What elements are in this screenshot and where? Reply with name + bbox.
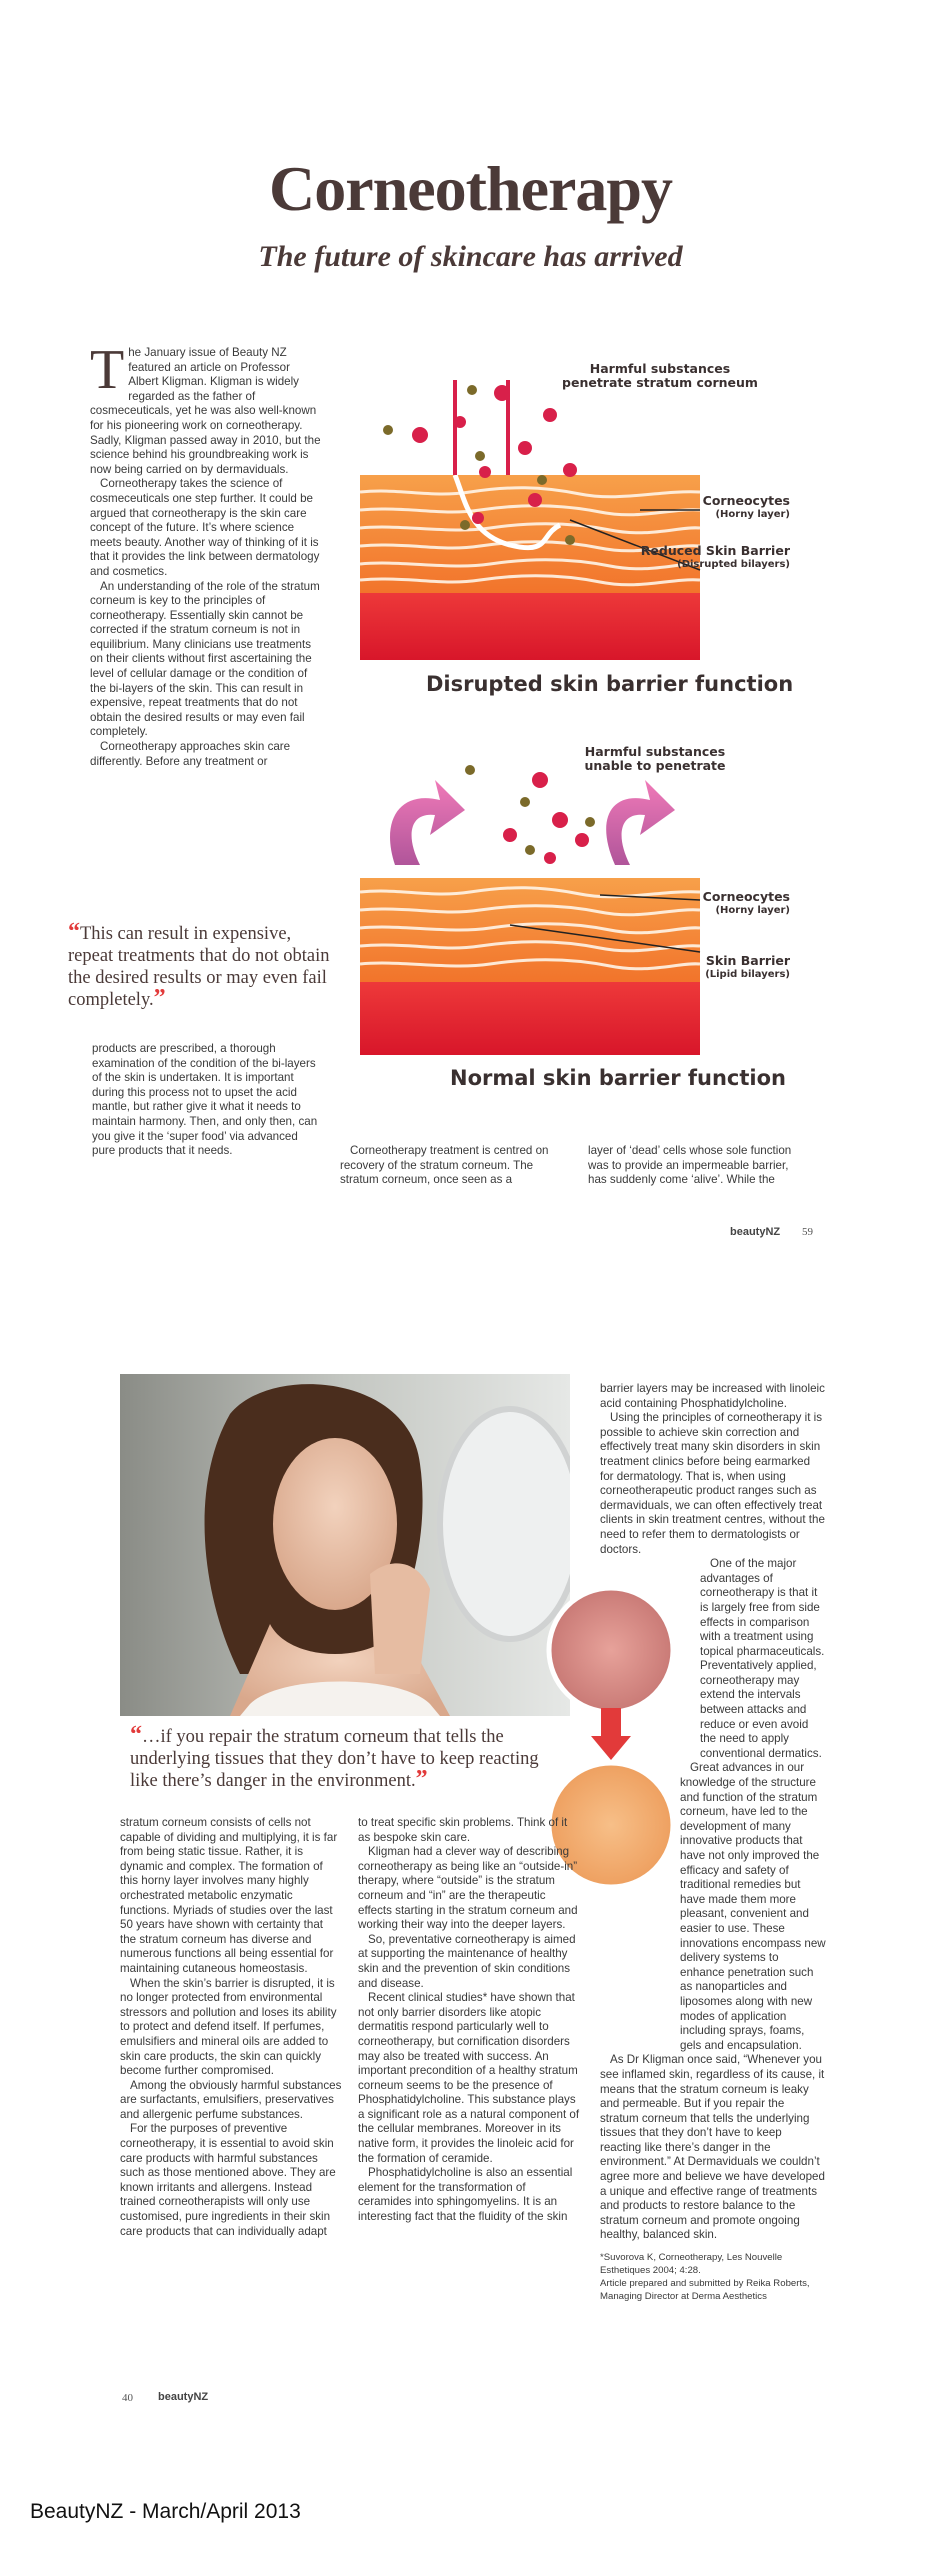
paragraph: he January issue of Beauty NZ featured an article on Professor Albert Kligman. Kligman is widely regarded as the father of cosmeceuticals, yet he was also well-known for his pioneering work on corneotherapy. Sadly, Kligman passed away in 2010, but the science behind his groundbreaking work is now being carried on by dermaviduals. [90, 346, 321, 476]
open-quote-icon: “ [130, 1722, 142, 1748]
article-title: Corneotherapy [269, 153, 672, 224]
paragraph: Corneotherapy approaches skin care differently. Before any treatment or [90, 740, 291, 768]
paragraph: barrier layers may be increased with linoleic acid containing Phosphatidylcholine. [600, 1382, 825, 1410]
paragraph: An understanding of the role of the stratum corneum is key to the principles of corneotherapy. Essentially skin cannot be corrected if the stratum corneum is not in equilibrium. Many clinicians use treatments on their clients without first ascertaining the level of cellular damage or the condition of the bi-layers of the skin. This can result in expensive, repeat treatments that do not obtain the desired results or may even fail completely. [90, 579, 320, 739]
page-number: 40 [122, 2392, 133, 2404]
paragraph: Phosphatidylcholine is also an essential element for the transformation of ceramides into sphingomyelins. It is an interesting fact that the fluidity of the skin [358, 2166, 573, 2224]
body-column-2 [340, 1144, 562, 1188]
corneocytes-label: Corneocytes (Horny layer) [702, 493, 790, 520]
page-number: 59 [802, 1226, 813, 1238]
paragraph: When the skin’s barrier is disrupted, it is no longer protected from environmental stressors and pollution and loses its ability to protect and defend itself. If perfumes, emulsifiers and mineral oils are added to skin care products, the skin can quickly become further compromised. [120, 1976, 337, 2078]
magazine-logo: beautyNZ [730, 1226, 781, 1238]
paragraph: Corneotherapy takes the science of cosmeceuticals one step further. It could be argued that corneotherapy is the skin care concept of the future. It’s where science meets beauty. Another way of thinking of it is that it provides the link between dermatology and cosmetics. [90, 477, 320, 578]
paragraph: Among the obviously harmful substances are surfactants, emulsifiers, preservatives and allergenic perfume substances. [120, 2078, 342, 2121]
pull-quote: “This can result in expensive, repeat treatments that do not obtain the desired results or may even fail completely.” [68, 919, 330, 1011]
body-column-1-continued [92, 1042, 324, 1159]
paragraph: For the purposes of preventive corneotherapy, it is essential to avoid skin care products with harmful substances such as those mentioned above. They are known irritants and allergens. Instead trained corneotherapists will only use customised, pure ingredients in their skin care products that can individually adapt [120, 2122, 336, 2238]
footnote: *Suvorova K, Corneotherapy, Les Nouvelle Esthetiques 2004; 4:28. [600, 2252, 783, 2277]
body-column-3 [588, 1144, 810, 1188]
body-column-3 [600, 1382, 826, 2303]
paragraph: to treat specific skin problems. Think of it as bespoke skin care. [358, 1816, 568, 1844]
diagram-top-label: Harmful substances penetrate stratum corneum [562, 361, 758, 390]
paragraph: Using the principles of corneotherapy it is possible to achieve skin correction and effectively treat many skin disorders in skin treatment clinics before being earmarked for dermatology. That is, when using corneotherapeutic product ranges such as dermaviduals, we can often effectively treat clients in skin treatment centres, without the need to refer them to dermatologists or doctors. [600, 1411, 825, 1556]
article-subtitle: The future of skincare has arrived [258, 240, 683, 273]
paragraph: Kligman had a clever way of describing corneotherapy as being like an “outside-in” therapy, where “outside” is the stratum corneum and “in” are the therapeutic effects starting in the stratum corneum and working their way into the deeper layers. [358, 1845, 578, 1932]
paragraph: One of the major advantages of corneotherapy is that it is largely free from side effects in comparison with a treatment using topical pharmaceuticals. Preventatively applied, corneotherapy may extend the intervals between attacks and reduce or even avoid the need to apply conventional dermatics. [700, 1557, 825, 1760]
woman-mirror-photo [120, 1374, 570, 1716]
article-credit: Article prepared and submitted by Reika Roberts, Managing Director at Derma Aesthetics [600, 2278, 810, 2303]
paragraph: As Dr Kligman once said, “Whenever you see inflamed skin, regardless of its cause, it means that the stratum corneum is leaky and permeable. But if you repair the stratum corneum that tells the underlying tissues that they don’t have to keep reacting like there’s danger in the environment.” At Dermaviduals we couldn’t agree more and believe we have developed a unique and effective range of treatments and products to restore balance to the stratum corneum and promote ongoing healthy, balanced skin. [600, 2053, 825, 2242]
paragraph: Recent clinical studies* have shown that not only barrier disorders like atopic dermatitis respond particularly well to corneotherapy, but cornification disorders may also be treated with success. An important precondition of a healthy stratum corneum seems to be the presence of Phosphatidylcholine. This substance plays a significant role as a natural component of the cellular membranes. Moreover in its native form, it provides the linoleic acid for the formation of ceramide. [358, 1991, 580, 2165]
magazine-page-40 [0, 1270, 941, 2500]
corneocytes-label: Corneocytes (Horny layer) [702, 889, 790, 916]
body-column-1 [90, 339, 322, 769]
close-quote-icon: ” [153, 985, 166, 1011]
skin-barrier-label: Reduced Skin Barrier (Disrupted bilayers) [640, 543, 790, 570]
close-quote-icon: ” [415, 1766, 428, 1792]
magazine-logo: beautyNZ [158, 2391, 209, 2403]
issue-footer: BeautyNZ - March/April 2013 [30, 2500, 301, 2523]
diagram-top-label: Harmful substances unable to penetrate [584, 744, 726, 773]
diagram-caption: Disrupted skin barrier function [426, 672, 794, 696]
diagram-caption: Normal skin barrier function [450, 1066, 786, 1090]
pull-quote: “…if you repair the stratum corneum that tells the underlying tissues that they don’t have to keep reacting like there’s danger in the environment.” [130, 1722, 539, 1792]
paragraph: products are prescribed, a thorough examination of the condition of the bi-layers of the skin is undertaken. It is important during this process not to upset the acid mantle, but rather give it what it needs to maintain harmony. Then, and only then, can you give it the ‘super food’ via advanced pure products that it needs. [92, 1042, 318, 1158]
open-quote-icon: “ [68, 919, 80, 945]
paragraph: Great advances in our knowledge of the structure and function of the stratum corneum, have led to the development of many innovative products that have not only improved the efficacy and safety of traditional remedies but have made them more pleasant, convenient and easier to use. These innovations encompass new delivery systems to enhance penetration such as nanoparticles and liposomes along with new modes of application including sprays, foams, gels and encapsulation. [680, 1761, 826, 2052]
magazine-page-59 [0, 0, 941, 1270]
paragraph: stratum corneum consists of cells not capable of dividing and multiplying, it is far from being static tissue. Rather, it is dynamic and complex. The formation of this horny layer involves many highly orchestrated metabolic enzymatic functions. Myriads of studies over the last 50 years have shown with certainty that the stratum corneum has diverse and numerous functions all being essential for maintaining cutaneous homeostasis. [120, 1816, 338, 1975]
paragraph: layer of ‘dead’ cells whose sole function was to provide an impermeable barrier, has suddenly come ‘alive’. While the [588, 1144, 792, 1187]
drop-cap: T [90, 339, 125, 401]
paragraph: Corneotherapy treatment is centred on recovery of the stratum corneum. The stratum corneum, once seen as a [340, 1144, 549, 1187]
body-column-1 [120, 1816, 342, 2239]
paragraph: So, preventative corneotherapy is aimed at supporting the maintenance of healthy skin and the prevention of skin conditions and disease. [358, 1932, 576, 1990]
body-column-2 [358, 1816, 580, 2225]
skin-barrier-label: Skin Barrier (Lipid bilayers) [705, 953, 790, 980]
